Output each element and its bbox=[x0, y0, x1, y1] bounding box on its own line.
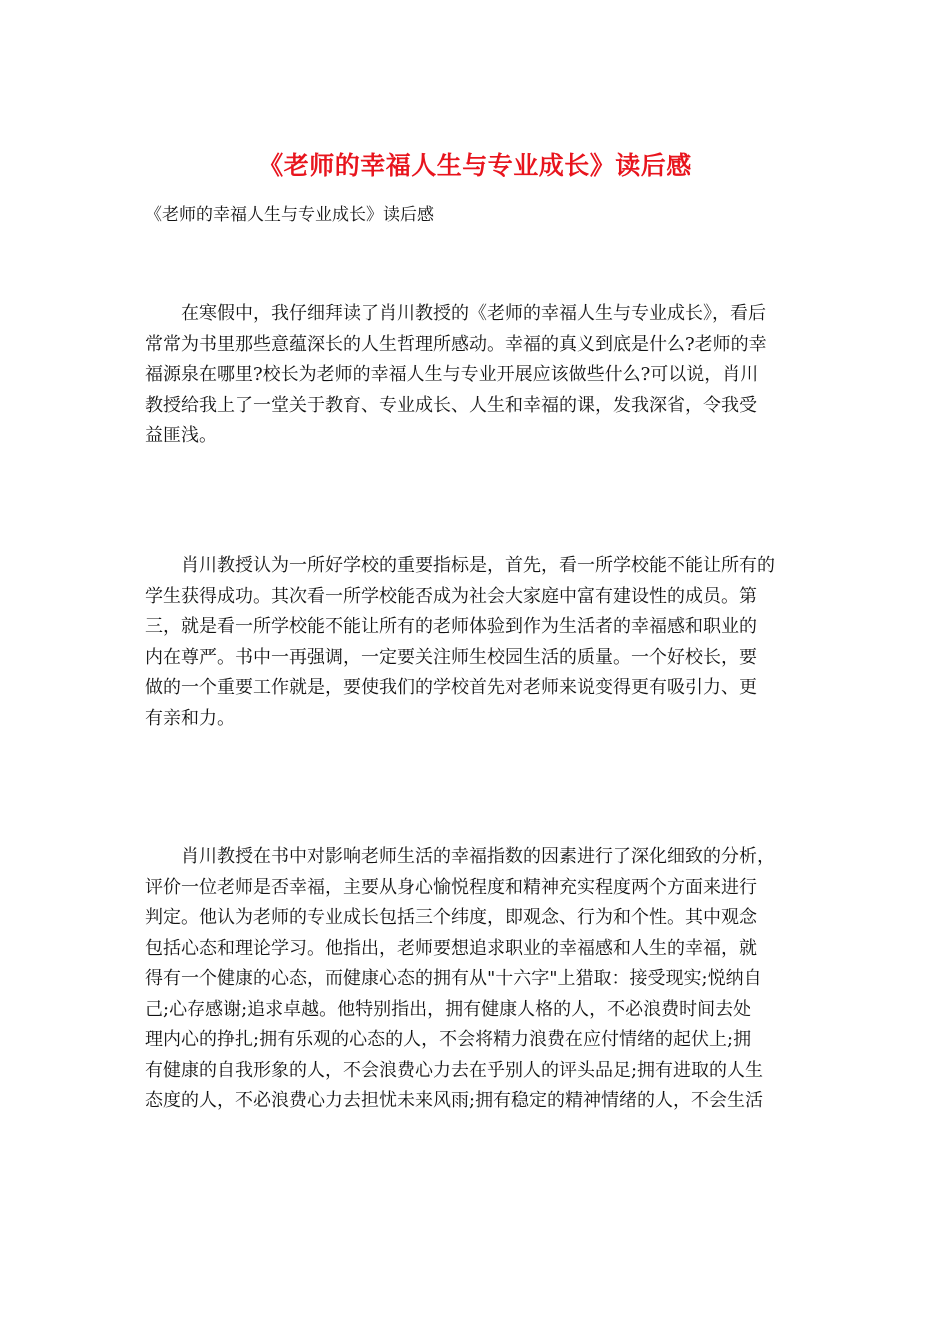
paragraph-line: 得有一个健康的心态，而健康心态的拥有从"十六字"上猎取：接受现实;悦纳自 bbox=[145, 968, 762, 989]
paragraph-line: 肖川教授在书中对影响老师生活的幸福指数的因素进行了深化细致的分析， bbox=[145, 846, 775, 867]
paragraph-line: 有健康的自我形象的人，不会浪费心力去在乎别人的评头品足;拥有进取的人生 bbox=[145, 1059, 764, 1081]
paragraph-line: 评价一位老师是否幸福，主要从身心愉悦程度和精神充实程度两个方面来进行 bbox=[145, 876, 757, 898]
paragraph-line: 己;心存感谢;追求卓越。他特别指出，拥有健康人格的人，不必浪费时间去处 bbox=[145, 998, 752, 1020]
paragraph-1 bbox=[145, 299, 807, 452]
paragraph-line: 态度的人，不必浪费心力去担忧未来风雨;拥有稳定的精神情绪的人，不会生活 bbox=[145, 1090, 764, 1111]
paragraph-line: 学生获得成功。其次看一所学校能否成为社会大家庭中富有建设性的成员。第 bbox=[145, 585, 757, 607]
document-subtitle: 《老师的幸福人生与专业成长》读后感 bbox=[145, 205, 434, 225]
paragraph-line: 益匪浅。 bbox=[145, 425, 217, 446]
paragraph-line: 做的一个重要工作就是，要使我们的学校首先对老师来说变得更有吸引力、更 bbox=[145, 677, 757, 698]
paragraph-line: 三，就是看一所学校能不能让所有的老师体验到作为生活者的幸福感和职业的 bbox=[145, 616, 757, 637]
paragraph-line: 在寒假中，我仔细拜读了肖川教授的《老师的幸福人生与专业成长》，看后 bbox=[145, 303, 766, 324]
paragraph-line: 内在尊严。书中一再强调，一定要关注师生校园生活的质量。一个好校长，要 bbox=[145, 646, 757, 668]
paragraph-line: 有亲和力。 bbox=[145, 707, 235, 729]
paragraph-3 bbox=[145, 842, 807, 1117]
document-title: 《老师的幸福人生与专业成长》读后感 bbox=[258, 151, 692, 180]
paragraph-2 bbox=[145, 551, 807, 734]
paragraph-line: 判定。他认为老师的专业成长包括三个纬度，即观念、行为和个性。其中观念 bbox=[145, 907, 757, 928]
paragraph-line: 理内心的挣扎;拥有乐观的心态的人，不会将精力浪费在应付情绪的起伏上;拥 bbox=[145, 1029, 752, 1050]
paragraph-line: 包括心态和理论学习。他指出，老师要想追求职业的幸福感和人生的幸福，就 bbox=[145, 937, 757, 959]
paragraph-line: 福源泉在哪里?校长为老师的幸福人生与专业开展应该做些什么?可以说，肖川 bbox=[145, 364, 759, 385]
paragraph-line: 教授给我上了一堂关于教育、专业成长、人生和幸福的课，发我深省，令我受 bbox=[145, 394, 757, 416]
paragraph-line: 常常为书里那些意蕴深长的人生哲理所感动。幸福的真义到底是什么?老师的幸 bbox=[145, 333, 767, 355]
paragraph-line: 肖川教授认为一所好学校的重要指标是，首先，看一所学校能不能让所有的 bbox=[145, 555, 775, 576]
